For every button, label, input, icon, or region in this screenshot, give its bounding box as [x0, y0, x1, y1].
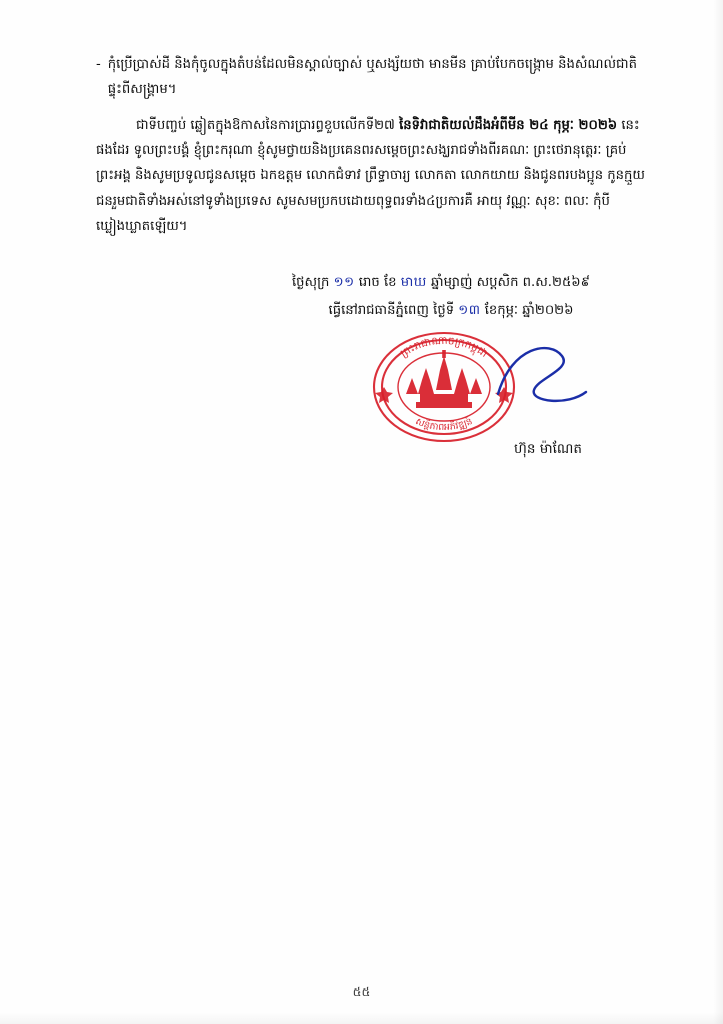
date-block — [96, 270, 656, 323]
bullet-text: កុំប្រើប្រាស់ដី និងកុំចូលក្នុងតំបន់ដែលមិនស្គាល់ច្បាស់ ឬសង្ស័យថា មានមីន គ្រាប់បែកចង្រ្កោម និងសំណល់ជាតិផ្ទុះពីសង្គ្រាម។ — [107, 57, 637, 98]
paragraph-lead: ជាទីបញ្ចប់ ឆ្លៀតក្នុងឱកាសនៃការប្រារព្ធខួបលើកទី២៧ — [136, 117, 395, 133]
document-body — [96, 52, 656, 239]
closing-paragraph — [96, 113, 656, 240]
svg-text:ព្រះរាជាណាចក្រកម្ពុជា: ព្រះរាជាណាចក្រកម្ពុជា — [398, 334, 490, 360]
date-month-label: ខែ — [383, 275, 397, 290]
place-day-handwritten: ១៣ — [458, 302, 481, 318]
signer-name: ហ៊ុន ម៉ាណែត — [514, 441, 582, 457]
signature-area — [340, 318, 660, 498]
date-prefix: ថ្ងៃសុក្រ — [292, 275, 330, 290]
date-month-handwritten: មាឃ — [400, 275, 427, 290]
bullet-marker: - — [96, 57, 101, 72]
paper-edge-shadow-bottom — [0, 1012, 723, 1024]
date-year-text: ឆ្នាំម្សាញ់ សប្តសិក ព.ស.២៥៦៩ — [431, 275, 590, 290]
paragraph-emphasis: នៃទិវាជាតិយល់ដឹងអំពីមីន ២៤ កុម្ភៈ ២០២៦ — [399, 117, 618, 133]
place-prefix: ធ្វើនៅរាជធានីភ្នំពេញ ថ្ងៃទី — [328, 302, 455, 318]
date-roach: រោច — [358, 275, 380, 290]
place-month-label: ខែកុម្ភៈ — [484, 302, 519, 318]
date-day-handwritten: ១១ — [333, 275, 355, 290]
page-number: ៥៥ — [352, 984, 371, 999]
paper-edge-shadow-right — [713, 0, 723, 1024]
handwritten-signature — [490, 336, 620, 416]
paragraph-rest: នេះផងដែរ ទូលព្រះបង្គំ ខ្ញុំព្រះករុណា ខ្ញុំសូមថ្វាយនិងប្រគេនពរសម្តេចព្រះសង្ឃរាជទាំងពីរគណៈ ព្រះថេរានុត្តេរៈ គ្រប់ព្រះអង្គ និងសូមប្រទូលជូនសម្តេច ឯកឧត្តម លោកជំទាវ ព្រឹទ្ធាចារ្យ លោកតា លោកយាយ និងជូនពរបងប្អូន កូនក្មួយ ជនរួមជាតិទាំងអស់នៅទូទាំងប្រទេស សូមសមប្រកបដោយពុទ្ធពរទាំង៤ប្រការគឺ អាយុ វណ្ណៈ សុខៈ ពលៈ កុំបីឃ្លៀងឃ្លាតឡើយ។ — [96, 117, 645, 235]
bullet-list-item — [96, 52, 656, 103]
place-year-text: ឆ្នាំ២០២៦ — [522, 302, 574, 318]
khmer-date-line — [96, 270, 656, 296]
svg-text:សន្តិភាពអភិវឌ្ឍន៍: សន្តិភាពអភិវឌ្ឍន៍ — [413, 415, 475, 434]
